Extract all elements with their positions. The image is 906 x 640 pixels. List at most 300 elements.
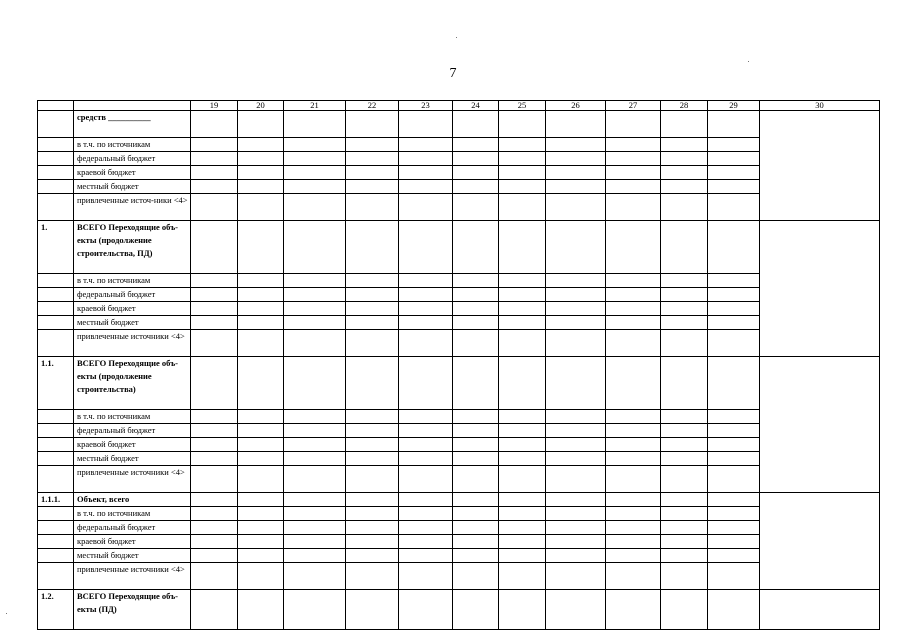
value-cell bbox=[708, 288, 760, 302]
value-cell bbox=[546, 549, 606, 563]
value-cell bbox=[238, 166, 284, 180]
row-number bbox=[38, 410, 74, 424]
value-cell bbox=[399, 507, 453, 521]
value-cell bbox=[453, 330, 499, 357]
value-cell bbox=[191, 111, 238, 138]
page-number: 7 bbox=[449, 66, 457, 81]
row-label: в т.ч. по источникам bbox=[74, 410, 191, 424]
value-cell bbox=[546, 535, 606, 549]
value-cell bbox=[606, 180, 661, 194]
value-cell bbox=[546, 357, 606, 410]
value-cell bbox=[346, 180, 399, 194]
row-label: в т.ч. по источникам bbox=[74, 507, 191, 521]
value-cell bbox=[191, 180, 238, 194]
value-cell bbox=[453, 563, 499, 590]
value-cell bbox=[606, 194, 661, 221]
value-cell bbox=[191, 166, 238, 180]
value-cell bbox=[661, 493, 708, 507]
value-cell bbox=[346, 194, 399, 221]
value-cell bbox=[238, 466, 284, 493]
value-cell-col30 bbox=[760, 221, 880, 274]
row-label: краевой бюджет bbox=[74, 166, 191, 180]
value-cell bbox=[238, 424, 284, 438]
value-cell bbox=[191, 493, 238, 507]
value-cell bbox=[708, 111, 760, 138]
value-cell bbox=[453, 424, 499, 438]
value-cell bbox=[546, 302, 606, 316]
value-cell bbox=[284, 357, 346, 410]
value-cell bbox=[453, 111, 499, 138]
value-cell bbox=[499, 549, 546, 563]
value-cell bbox=[399, 166, 453, 180]
value-cell bbox=[346, 111, 399, 138]
value-cell bbox=[399, 424, 453, 438]
table-row bbox=[38, 535, 880, 549]
value-cell bbox=[499, 152, 546, 166]
row-label: федеральный бюджет bbox=[74, 424, 191, 438]
row-label: местный бюджет bbox=[74, 180, 191, 194]
column-header bbox=[74, 101, 191, 111]
value-cell bbox=[546, 316, 606, 330]
value-cell bbox=[346, 410, 399, 424]
table-row bbox=[38, 410, 880, 424]
value-cell bbox=[399, 549, 453, 563]
value-cell bbox=[661, 452, 708, 466]
value-cell bbox=[606, 166, 661, 180]
value-cell bbox=[238, 507, 284, 521]
value-cell bbox=[499, 221, 546, 274]
value-cell-col30 bbox=[760, 330, 880, 357]
value-cell bbox=[546, 563, 606, 590]
value-cell bbox=[546, 466, 606, 493]
value-cell bbox=[284, 466, 346, 493]
value-cell bbox=[191, 357, 238, 410]
table-row bbox=[38, 563, 880, 590]
column-header: 20 bbox=[238, 101, 284, 111]
value-cell-col30 bbox=[760, 590, 880, 630]
row-number bbox=[38, 549, 74, 563]
value-cell bbox=[238, 302, 284, 316]
value-cell bbox=[191, 316, 238, 330]
column-header: 24 bbox=[453, 101, 499, 111]
table-row bbox=[38, 493, 880, 507]
row-number bbox=[38, 424, 74, 438]
value-cell bbox=[346, 316, 399, 330]
value-cell bbox=[399, 357, 453, 410]
value-cell bbox=[606, 288, 661, 302]
value-cell bbox=[661, 549, 708, 563]
value-cell bbox=[238, 493, 284, 507]
value-cell bbox=[708, 166, 760, 180]
value-cell-col30 bbox=[760, 357, 880, 410]
value-cell bbox=[284, 111, 346, 138]
row-number: 1.1.1. bbox=[38, 493, 74, 507]
value-cell bbox=[708, 549, 760, 563]
value-cell bbox=[499, 521, 546, 535]
column-header: 28 bbox=[661, 101, 708, 111]
value-cell bbox=[546, 111, 606, 138]
value-cell bbox=[346, 535, 399, 549]
value-cell bbox=[284, 438, 346, 452]
value-cell bbox=[606, 302, 661, 316]
value-cell bbox=[191, 452, 238, 466]
value-cell-col30 bbox=[760, 166, 880, 180]
table-row bbox=[38, 466, 880, 493]
value-cell bbox=[453, 507, 499, 521]
value-cell bbox=[453, 452, 499, 466]
value-cell bbox=[499, 535, 546, 549]
column-header: 30 bbox=[760, 101, 880, 111]
value-cell bbox=[453, 357, 499, 410]
value-cell-col30 bbox=[760, 302, 880, 316]
value-cell bbox=[546, 194, 606, 221]
value-cell bbox=[284, 166, 346, 180]
value-cell bbox=[399, 316, 453, 330]
value-cell bbox=[453, 302, 499, 316]
value-cell bbox=[499, 194, 546, 221]
value-cell bbox=[346, 166, 399, 180]
value-cell bbox=[238, 357, 284, 410]
row-label: привлеченные источ-ники <4> bbox=[74, 194, 191, 221]
value-cell bbox=[499, 452, 546, 466]
value-cell bbox=[284, 316, 346, 330]
value-cell bbox=[606, 221, 661, 274]
column-header: 27 bbox=[606, 101, 661, 111]
value-cell bbox=[346, 288, 399, 302]
value-cell bbox=[453, 466, 499, 493]
value-cell bbox=[346, 221, 399, 274]
value-cell bbox=[661, 274, 708, 288]
row-label: в т.ч. по источникам bbox=[74, 138, 191, 152]
row-number: 1. bbox=[38, 221, 74, 274]
table-row bbox=[38, 507, 880, 521]
value-cell bbox=[191, 521, 238, 535]
row-label: федеральный бюджет bbox=[74, 152, 191, 166]
table-row bbox=[38, 288, 880, 302]
column-header: 26 bbox=[546, 101, 606, 111]
row-label: местный бюджет bbox=[74, 316, 191, 330]
value-cell bbox=[546, 330, 606, 357]
value-cell bbox=[661, 166, 708, 180]
column-header bbox=[38, 101, 74, 111]
value-cell bbox=[284, 535, 346, 549]
value-cell bbox=[606, 424, 661, 438]
value-cell bbox=[499, 330, 546, 357]
value-cell bbox=[453, 535, 499, 549]
value-cell bbox=[708, 590, 760, 630]
table-row bbox=[38, 357, 880, 410]
value-cell bbox=[708, 466, 760, 493]
value-cell bbox=[284, 152, 346, 166]
table-row bbox=[38, 194, 880, 221]
value-cell-col30 bbox=[760, 535, 880, 549]
value-cell bbox=[453, 194, 499, 221]
value-cell bbox=[606, 563, 661, 590]
value-cell bbox=[546, 410, 606, 424]
value-cell-col30 bbox=[760, 180, 880, 194]
value-cell bbox=[499, 507, 546, 521]
value-cell bbox=[238, 180, 284, 194]
value-cell bbox=[661, 152, 708, 166]
value-cell-col30 bbox=[760, 288, 880, 302]
row-label: привлеченные источники <4> bbox=[74, 563, 191, 590]
value-cell bbox=[661, 535, 708, 549]
row-number bbox=[38, 194, 74, 221]
value-cell bbox=[499, 138, 546, 152]
row-label: федеральный бюджет bbox=[74, 288, 191, 302]
value-cell bbox=[499, 410, 546, 424]
row-number bbox=[38, 466, 74, 493]
row-number bbox=[38, 521, 74, 535]
value-cell bbox=[708, 180, 760, 194]
value-cell bbox=[346, 493, 399, 507]
table-row bbox=[38, 302, 880, 316]
value-cell bbox=[606, 357, 661, 410]
value-cell bbox=[546, 138, 606, 152]
row-label: краевой бюджет bbox=[74, 535, 191, 549]
value-cell bbox=[238, 316, 284, 330]
value-cell bbox=[399, 535, 453, 549]
table-row bbox=[38, 152, 880, 166]
value-cell bbox=[661, 521, 708, 535]
row-number bbox=[38, 438, 74, 452]
row-number bbox=[38, 330, 74, 357]
value-cell bbox=[708, 521, 760, 535]
value-cell bbox=[346, 302, 399, 316]
table-row bbox=[38, 138, 880, 152]
value-cell bbox=[238, 288, 284, 302]
value-cell-col30 bbox=[760, 111, 880, 138]
value-cell bbox=[453, 438, 499, 452]
row-label: привлеченные источники <4> bbox=[74, 330, 191, 357]
value-cell bbox=[284, 590, 346, 630]
row-number bbox=[38, 535, 74, 549]
value-cell bbox=[399, 138, 453, 152]
value-cell bbox=[238, 452, 284, 466]
value-cell bbox=[238, 138, 284, 152]
value-cell bbox=[346, 138, 399, 152]
value-cell-col30 bbox=[760, 549, 880, 563]
value-cell bbox=[346, 424, 399, 438]
value-cell bbox=[546, 590, 606, 630]
row-number: 1.1. bbox=[38, 357, 74, 410]
value-cell bbox=[238, 410, 284, 424]
value-cell bbox=[708, 138, 760, 152]
value-cell bbox=[546, 274, 606, 288]
value-cell bbox=[399, 221, 453, 274]
value-cell bbox=[546, 521, 606, 535]
value-cell-col30 bbox=[760, 152, 880, 166]
value-cell bbox=[606, 316, 661, 330]
table-body bbox=[38, 101, 880, 630]
value-cell bbox=[346, 563, 399, 590]
value-cell bbox=[399, 438, 453, 452]
value-cell bbox=[453, 166, 499, 180]
value-cell bbox=[346, 438, 399, 452]
value-cell bbox=[453, 493, 499, 507]
value-cell-col30 bbox=[760, 194, 880, 221]
table-row bbox=[38, 549, 880, 563]
row-number: 1.2. bbox=[38, 590, 74, 630]
value-cell bbox=[661, 302, 708, 316]
value-cell bbox=[499, 466, 546, 493]
value-cell bbox=[191, 410, 238, 424]
table-row bbox=[38, 330, 880, 357]
column-header: 19 bbox=[191, 101, 238, 111]
value-cell bbox=[399, 330, 453, 357]
value-cell bbox=[499, 180, 546, 194]
value-cell bbox=[284, 424, 346, 438]
value-cell bbox=[708, 535, 760, 549]
value-cell bbox=[399, 152, 453, 166]
value-cell bbox=[499, 590, 546, 630]
value-cell bbox=[708, 507, 760, 521]
value-cell bbox=[661, 288, 708, 302]
value-cell bbox=[346, 330, 399, 357]
value-cell-col30 bbox=[760, 138, 880, 152]
value-cell bbox=[606, 138, 661, 152]
value-cell bbox=[546, 438, 606, 452]
value-cell bbox=[284, 549, 346, 563]
value-cell bbox=[238, 111, 284, 138]
row-label: краевой бюджет bbox=[74, 438, 191, 452]
value-cell-col30 bbox=[760, 507, 880, 521]
table-row bbox=[38, 438, 880, 452]
value-cell bbox=[661, 221, 708, 274]
value-cell bbox=[606, 274, 661, 288]
table-row bbox=[38, 452, 880, 466]
value-cell bbox=[238, 590, 284, 630]
value-cell bbox=[606, 111, 661, 138]
value-cell bbox=[546, 507, 606, 521]
value-cell bbox=[284, 194, 346, 221]
value-cell bbox=[346, 452, 399, 466]
value-cell bbox=[546, 166, 606, 180]
value-cell bbox=[453, 590, 499, 630]
value-cell bbox=[661, 138, 708, 152]
value-cell bbox=[238, 549, 284, 563]
value-cell bbox=[284, 221, 346, 274]
value-cell bbox=[708, 410, 760, 424]
value-cell bbox=[238, 221, 284, 274]
value-cell bbox=[346, 507, 399, 521]
value-cell-col30 bbox=[760, 466, 880, 493]
row-label: в т.ч. по источникам bbox=[74, 274, 191, 288]
scan-speck bbox=[6, 613, 7, 614]
table-row bbox=[38, 221, 880, 274]
value-cell bbox=[191, 466, 238, 493]
value-cell bbox=[453, 180, 499, 194]
value-cell bbox=[453, 152, 499, 166]
table-row bbox=[38, 166, 880, 180]
budget-table bbox=[37, 100, 880, 630]
value-cell bbox=[238, 563, 284, 590]
value-cell bbox=[708, 357, 760, 410]
value-cell bbox=[284, 302, 346, 316]
value-cell bbox=[346, 549, 399, 563]
value-cell bbox=[191, 288, 238, 302]
value-cell bbox=[191, 590, 238, 630]
value-cell bbox=[546, 152, 606, 166]
row-number bbox=[38, 274, 74, 288]
value-cell bbox=[606, 330, 661, 357]
value-cell bbox=[284, 452, 346, 466]
value-cell bbox=[238, 152, 284, 166]
column-header: 25 bbox=[499, 101, 546, 111]
value-cell bbox=[399, 111, 453, 138]
value-cell bbox=[346, 590, 399, 630]
value-cell bbox=[606, 493, 661, 507]
value-cell bbox=[346, 274, 399, 288]
value-cell bbox=[453, 521, 499, 535]
table-row bbox=[38, 424, 880, 438]
value-cell bbox=[284, 274, 346, 288]
value-cell bbox=[708, 452, 760, 466]
value-cell bbox=[191, 138, 238, 152]
column-header: 23 bbox=[399, 101, 453, 111]
value-cell bbox=[399, 563, 453, 590]
value-cell bbox=[191, 424, 238, 438]
row-number bbox=[38, 563, 74, 590]
value-cell bbox=[399, 466, 453, 493]
value-cell bbox=[453, 274, 499, 288]
table-row bbox=[38, 180, 880, 194]
value-cell bbox=[606, 507, 661, 521]
value-cell bbox=[238, 194, 284, 221]
value-cell bbox=[661, 316, 708, 330]
value-cell bbox=[284, 330, 346, 357]
value-cell bbox=[708, 316, 760, 330]
value-cell bbox=[661, 194, 708, 221]
value-cell bbox=[399, 452, 453, 466]
value-cell bbox=[661, 424, 708, 438]
column-header: 21 bbox=[284, 101, 346, 111]
scan-speck bbox=[456, 37, 457, 38]
value-cell-col30 bbox=[760, 521, 880, 535]
table-row bbox=[38, 316, 880, 330]
value-cell bbox=[346, 357, 399, 410]
value-cell-col30 bbox=[760, 563, 880, 590]
column-header: 22 bbox=[346, 101, 399, 111]
value-cell bbox=[453, 288, 499, 302]
scan-speck bbox=[748, 61, 749, 62]
value-cell bbox=[708, 152, 760, 166]
value-cell bbox=[191, 563, 238, 590]
value-cell bbox=[399, 410, 453, 424]
column-header: 29 bbox=[708, 101, 760, 111]
row-number bbox=[38, 111, 74, 138]
value-cell bbox=[499, 316, 546, 330]
row-label: ВСЕГО Переходящие объ-екты (ПД) bbox=[74, 590, 191, 630]
value-cell bbox=[499, 438, 546, 452]
value-cell bbox=[661, 357, 708, 410]
value-cell bbox=[191, 549, 238, 563]
value-cell bbox=[346, 152, 399, 166]
value-cell bbox=[606, 438, 661, 452]
value-cell bbox=[191, 535, 238, 549]
value-cell bbox=[661, 180, 708, 194]
value-cell-col30 bbox=[760, 424, 880, 438]
row-number bbox=[38, 507, 74, 521]
row-label: местный бюджет bbox=[74, 549, 191, 563]
value-cell bbox=[546, 452, 606, 466]
value-cell bbox=[499, 302, 546, 316]
value-cell bbox=[284, 563, 346, 590]
value-cell bbox=[708, 194, 760, 221]
value-cell bbox=[708, 274, 760, 288]
row-label: федеральный бюджет bbox=[74, 521, 191, 535]
row-number bbox=[38, 152, 74, 166]
